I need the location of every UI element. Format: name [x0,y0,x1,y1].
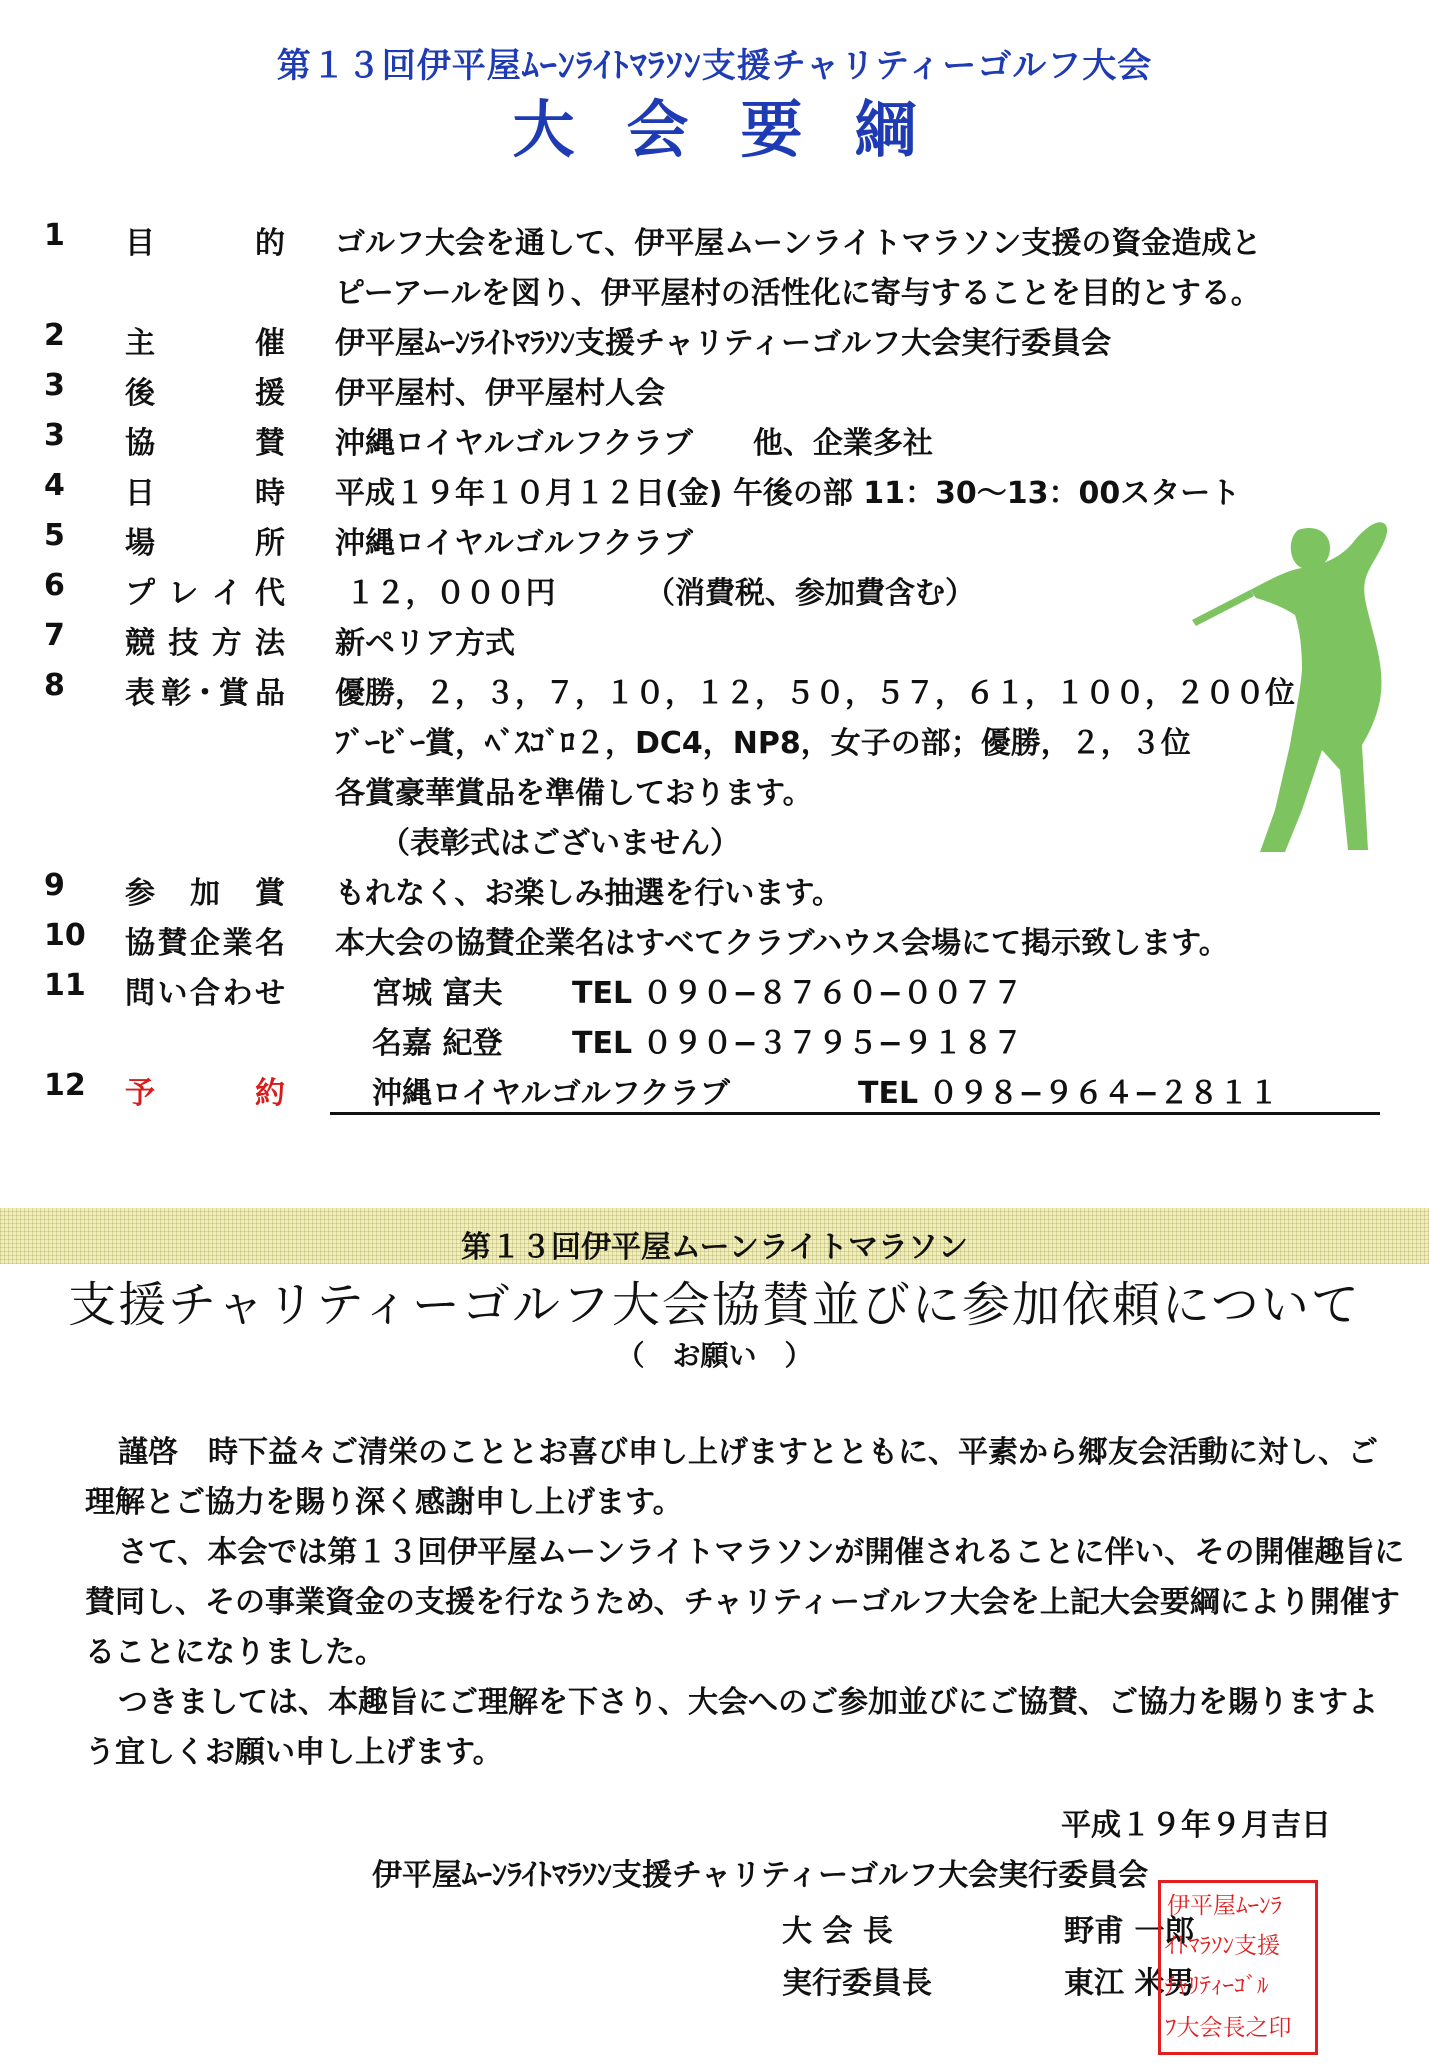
item-value: ゴルフ大会を通して、伊平屋ムーンライトマラソン支援の資金造成と [335,226,1262,261]
label-char: せ [255,976,285,1011]
item-value: 伊平屋村、伊平屋村人会 [335,376,665,411]
item-value: 沖縄ロイヤルゴルフクラブ [335,526,693,561]
item-label [125,868,285,912]
label-char: ･ [197,676,213,711]
item-number: 4 [44,468,65,503]
item-value: 伊平屋ﾑｰﾝﾗｲﾄﾏﾗｿﾝ支援チャリティーゴルフ大会実行委員会 [335,326,1112,361]
item-number: 3 [44,418,65,453]
letter-body [85,1428,1405,1778]
item-number: 5 [44,518,65,553]
outline-row-booking [0,1068,1429,1116]
label-char: 業 [222,926,253,961]
label-char: 主 [125,326,155,361]
label-char: 日 [125,476,155,511]
label-char: 企 [190,926,220,961]
label-char: 約 [255,1076,285,1111]
outline-row-organizer [0,318,1429,366]
label-char: 代 [254,576,285,611]
golfer-silhouette-image [1190,520,1420,860]
item-number: 11 [44,968,86,1003]
outline-row-support [0,368,1429,416]
item-label [125,918,285,962]
label-char: 場 [125,526,155,561]
contact-phone: TEL ０９０−８７６０−００７７ [572,976,1023,1011]
item-number: 12 [44,1068,86,1103]
golf-club-shaft [1192,590,1254,626]
contact-name: 宮城 富夫 [372,976,503,1011]
item-label [125,618,285,662]
chair-title: 大 会 長 [782,1914,893,1949]
label-char: 協 [125,426,155,461]
label-char: 問 [125,976,155,1011]
label-char: 競 [125,626,155,661]
outline-heading: 大会要綱 [512,93,969,166]
seal-line: 伊平屋ﾑｰﾝﾗ [1167,1893,1282,1919]
label-char: 技 [168,626,199,661]
outline-row-purpose-cont [0,268,1429,316]
item-label [125,318,285,362]
label-char: 合 [190,976,220,1011]
label-char: い [157,976,188,1011]
label-char: 協 [125,926,155,961]
item-value: １２，０００円 [335,576,556,611]
letter-date: 平成１９年９月吉日 [1061,1808,1331,1843]
chair-name: 野甫 一郎 [1064,1914,1195,1949]
label-char: 彰 [161,676,192,711]
outline-row-sponsor-names [0,918,1429,966]
letter-paragraph: つきましては、本趣旨にご理解を下さり、大会へのご参加並びにご協賛、ご協力を賜りますよう宜しくお願い申し上げます。 [85,1685,1378,1770]
event-title: 第１３回伊平屋ﾑｰﾝﾗｲﾄﾏﾗｿﾝ支援チャリティーゴルフ大会 [276,46,1153,86]
item-label [125,468,285,512]
label-char: 表 [125,676,155,711]
label-char: レ [168,576,199,611]
label-char: 賞 [255,876,285,911]
committee-name: 伊平屋ﾑｰﾝﾗｲﾄﾏﾗｿﾝ支援チャリティーゴルフ大会実行委員会 [372,1858,1149,1893]
item-number: 6 [44,568,65,603]
item-number: 1 [44,218,65,253]
seal-line: ﾌ大会長之印 [1165,2015,1292,2041]
label-char: 賛 [255,426,285,461]
letter-paragraph: 謹啓 時下益々ご清栄のこととお喜び申し上げますとともに、平素から郷友会活動に対し、ご理解とご協力を賜り深く感謝申し上げます。 [85,1435,1378,1520]
label-char: 時 [255,476,285,511]
label-char: イ [211,576,242,611]
label-char: 加 [190,876,220,911]
label-char: 目 [125,226,155,261]
item-value: ﾌﾞｰﾋﾞｰ賞，ﾍﾞｽｺﾞﾛ２，DC4，NP8，女子の部；優勝，２，３位 [335,726,1191,761]
outline-row-contact [0,968,1429,1016]
fee-note: （消費税、参加費含む） [645,576,975,611]
label-char: 方 [211,626,242,661]
item-value: ピーアールを図り、伊平屋村の活性化に寄与することを目的とする。 [335,276,1261,311]
item-number: 3 [44,368,65,403]
request-subtitle: （ お願い ） [616,1339,813,1372]
label-char: 名 [255,926,285,961]
label-char: 賞 [218,676,249,711]
label-char: 予 [125,1076,155,1111]
item-value: 新ペリア方式 [335,626,515,661]
item-label [125,368,285,412]
exec-title: 実行委員長 [782,1966,932,2001]
booking-venue: 沖縄ロイヤルゴルフクラブ [372,1076,730,1111]
item-number: 7 [44,618,65,653]
label-char: 援 [255,376,285,411]
seal-line: ﾁｬﾘﾃｨｰｺﾞﾙ [1165,1973,1269,1999]
label-char: 後 [125,376,155,411]
contact-name: 名嘉 紀登 [372,1026,503,1061]
item-label [125,218,285,262]
contact-phone: TEL ０９０−３７９５−９１８７ [572,1026,1023,1061]
item-number: 10 [44,918,86,953]
outline-row-contact-cont [0,1018,1429,1066]
item-value: 沖縄ロイヤルゴルフクラブ 他、企業多社 [335,426,933,461]
outline-row-participation [0,868,1429,916]
label-char: わ [222,976,253,1011]
booking-underline [330,1112,1380,1115]
label-char: プ [125,576,155,611]
item-label [125,668,285,712]
label-char: 法 [254,626,285,661]
item-number: 2 [44,318,65,353]
item-label [125,418,285,462]
label-char: 的 [255,226,285,261]
golfer-body [1250,522,1387,852]
item-label [125,968,285,1012]
request-heading: 支援チャリティーゴルフ大会協賛並びに参加依頼について [68,1277,1361,1333]
item-value: （表彰式はございません） [335,826,740,861]
seal-stamp-image [1161,1883,1315,2052]
item-value: 本大会の協賛企業名はすべてクラブハウス会場にて掲示致します。 [335,926,1229,961]
label-char: 賛 [157,926,188,961]
outline-row-datetime [0,468,1429,516]
item-label [125,568,285,612]
item-number: 9 [44,868,65,903]
item-number: 8 [44,668,65,703]
label-char: 催 [255,326,285,361]
seal-line: ｲﾄﾏﾗｿﾝ支援 [1165,1933,1280,1959]
letter-paragraph: さて、本会では第１３回伊平屋ムーンライトマラソンが開催されることに伴い、その開催趣旨に賛同し、その事業資金の支援を行なうため、チャリティーゴルフ大会を上記大会要綱により開催することになりました。 [85,1535,1405,1670]
booking-phone: TEL ０９８−９６４−２８１１ [858,1076,1279,1111]
item-value: 優勝，２，３，７，１０，１２，５０，５７，６１，１００，２００位 [335,676,1295,711]
seal-stamp [1158,1880,1318,2055]
item-value: もれなく、お楽しみ抽選を行います。 [335,876,842,911]
item-label [125,1068,285,1112]
band-title: 第１３回伊平屋ムーンライトマラソン [461,1230,968,1265]
item-value: 各賞豪華賞品を準備しております。 [335,776,813,811]
item-value: 平成１９年１０月１２日(金) 午後の部 11：30〜13：00スタート [335,476,1241,511]
exec-name: 東江 米男 [1064,1966,1195,2001]
outline-row-sponsor [0,418,1429,466]
label-char: 品 [255,676,285,711]
outline-row-purpose [0,218,1429,266]
label-char: 参 [125,876,155,911]
item-label [125,518,285,562]
label-char: 所 [255,526,285,561]
